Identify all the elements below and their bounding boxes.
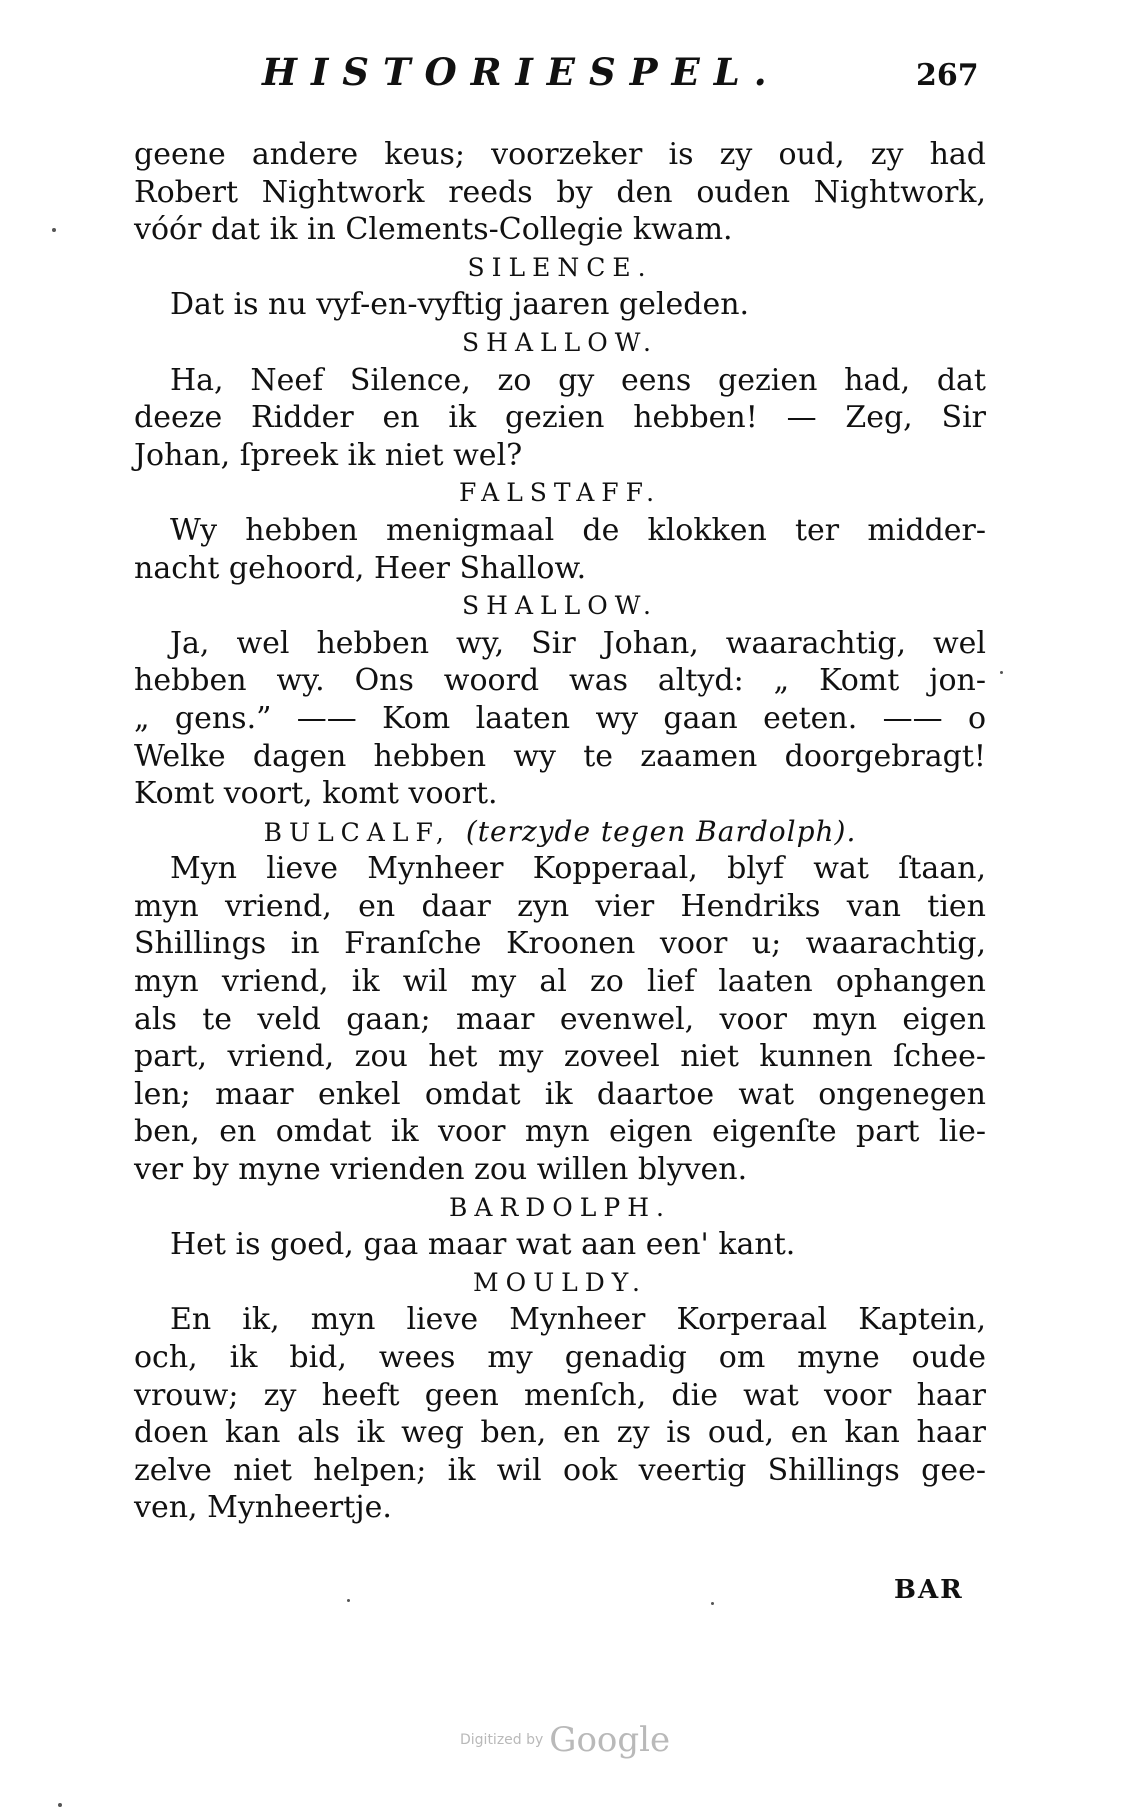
speaker-label: SHALLOW. <box>462 591 658 621</box>
text-line: vóór dat ik in Clements-Collegie kwam. <box>134 212 733 248</box>
text-line: part, vriend, zou het my zoveel niet kunnen ſchee- <box>134 1039 986 1075</box>
catchword: BAR <box>894 1575 964 1605</box>
text-line: Ja, wel hebben wy, Sir Johan, waarachtig, wel <box>170 625 986 661</box>
speaker-name <box>134 249 986 287</box>
watermark-brand: Google <box>549 1720 671 1760</box>
text-line: och, ik bid, wees my genadig om myne oude <box>134 1340 986 1375</box>
speaker-name <box>134 474 986 512</box>
speaker-label: MOULDY. <box>472 1267 648 1297</box>
text-line: geene andere keus; voorzeker is zy oud, zy had <box>134 137 986 172</box>
text-line: „ gens.” —— Kom laaten wy gaan eeten. —— o <box>134 700 986 736</box>
text-line: nacht gehoord, Heer Shallow. <box>134 550 587 586</box>
speaker-name <box>134 1264 986 1302</box>
text-line: Het is goed, gaa maar wat aan een' kant. <box>170 1227 796 1263</box>
text-line: ver by myne vrienden zou willen blyven. <box>134 1152 748 1188</box>
running-title: HISTORIESPEL. <box>262 50 781 94</box>
speaker-label: BULCALF, <box>263 817 451 847</box>
watermark-prefix: Digitized by <box>460 1732 544 1748</box>
text-block <box>134 136 986 1527</box>
speaker-label: SILENCE. <box>467 252 653 282</box>
text-line: deeze Ridder en ik gezien hebben! — Zeg, Sir <box>134 400 986 436</box>
speaker-name <box>134 813 986 851</box>
speaker-label: BARDOLPH. <box>449 1192 671 1222</box>
ink-speck <box>52 228 56 232</box>
text-line: doen kan als ik weg ben, en zy is oud, en kan haar <box>134 1415 986 1451</box>
text-line: Ha, Neef Silence, zo gy eens gezien had, dat <box>170 362 986 398</box>
text-line: Welke dagen hebben wy te zaamen doorgebragt! <box>134 738 986 774</box>
page-number: 267 <box>916 58 979 93</box>
text-line: Shillings in Franſche Kroonen voor u; waarachtig, <box>134 926 986 962</box>
speaker-name <box>134 324 986 362</box>
text-line: zelve niet helpen; ik wil ook veertig Shillings gee- <box>134 1452 986 1488</box>
text-line: vrouw; zy heeft geen menſch, die wat voor haar <box>134 1377 986 1413</box>
text-line: Dat is nu vyf-en-vyftig jaaren geleden. <box>170 287 750 323</box>
text-line: len; maar enkel omdat ik daartoe wat ongenegen <box>134 1076 986 1112</box>
speaker-label: FALSTAFF. <box>458 478 662 508</box>
digitized-watermark <box>460 1720 670 1760</box>
text-line: hebben wy. Ons woord was altyd: „ Komt jon- <box>134 663 986 699</box>
text-line: Myn lieve Mynheer Kopperaal, blyf wat ſtaan, <box>170 851 986 887</box>
text-line: Robert Nightwork reeds by den ouden Nightwork, <box>134 174 986 210</box>
speaker-name <box>134 587 986 625</box>
text-line: Komt voort, komt voort. <box>134 776 498 812</box>
speaker-name <box>134 1189 986 1227</box>
text-line: ben, en omdat ik voor myn eigen eigenſte part lie- <box>134 1114 986 1150</box>
text-line: Johan, ſpreek ik niet wel? <box>134 437 523 473</box>
text-line: En ik, myn lieve Mynheer Korperaal Kaptein, <box>170 1302 986 1338</box>
text-line: als te veld gaan; maar evenwel, voor myn eigen <box>134 1001 986 1037</box>
ink-speck <box>711 1602 714 1605</box>
ink-speck <box>1000 671 1003 674</box>
speaker-label: SHALLOW. <box>462 327 658 357</box>
text-line: myn vriend, ik wil my al zo lief laaten ophangen <box>134 964 986 1000</box>
text-line: myn vriend, en daar zyn vier Hendriks van tien <box>134 888 986 924</box>
text-line: Wy hebben menigmaal de klokken ter midder- <box>170 512 986 548</box>
ink-speck <box>347 1599 350 1602</box>
text-line: ven, Mynheertje. <box>134 1490 392 1526</box>
ink-speck <box>58 1803 62 1807</box>
stage-direction: (terzyde tegen Bardolph). <box>465 814 857 848</box>
